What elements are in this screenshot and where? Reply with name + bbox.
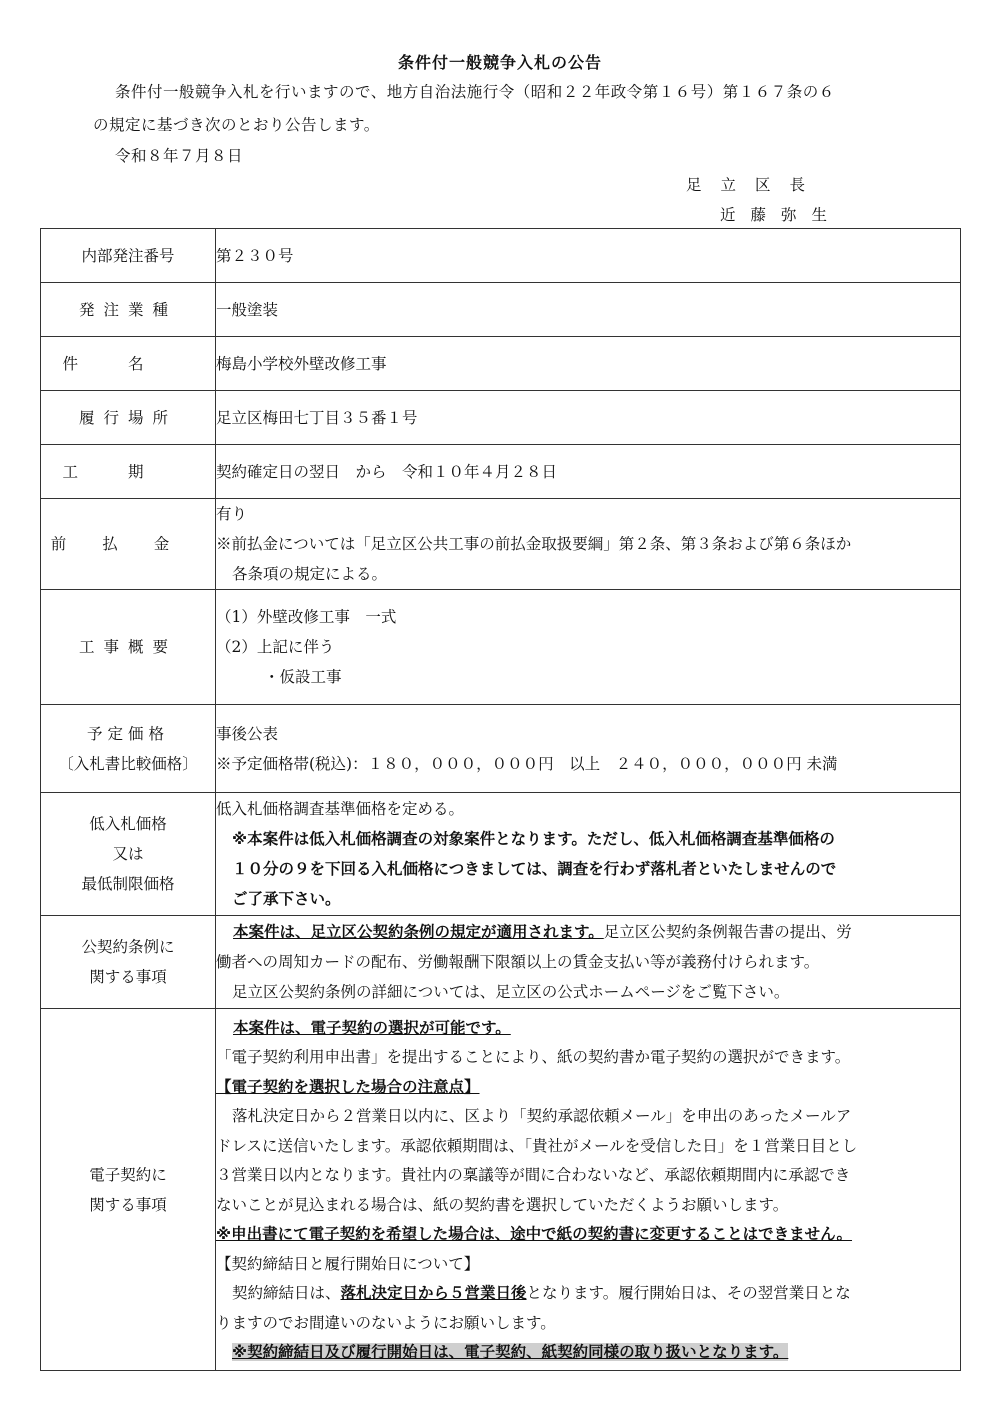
row-order-number <box>41 229 961 283</box>
price-line-1: 事後公表 <box>216 724 279 743</box>
label-business-type: 発注業種 <box>41 283 216 337</box>
value-advance <box>216 499 961 590</box>
e-contract-line-8 <box>216 1220 960 1250</box>
e-contract-warning: ※申出書にて電子契約を希望した場合は、途中で紙の契約書に変更することはできません。 <box>216 1225 853 1243</box>
public-contract-bold: 本案件は、足立区公契約条例の規定が適用されます。 <box>233 923 604 941</box>
e-contract-final-note: ※契約締結日及び履行開始日は、電子契約、紙契約同様の取り扱いとなります。 <box>232 1343 789 1361</box>
row-advance <box>41 499 961 590</box>
e-contract-line-11: りますのでお間違いのないようにお願いします。 <box>216 1313 556 1332</box>
low-bid-line-3: １０分の９を下回る入札価格につきましては、調査を行わず落札者といたしませんので <box>232 860 837 878</box>
e-contract-line-1 <box>216 1014 960 1044</box>
row-period <box>41 445 961 499</box>
row-public-contract <box>41 916 961 1009</box>
public-contract-line-3: 足立区公契約条例の詳細については、足立区の公式ホームページをご覧下さい。 <box>232 983 790 1001</box>
overview-item-3: ・仮設工事 <box>264 668 342 686</box>
e-contract-line-12 <box>216 1338 960 1368</box>
label-e-contract-1: 電子契約に <box>89 1165 167 1184</box>
issuer-name: 近藤弥生 <box>720 206 843 224</box>
label-price-2: 〔入札書比較価格〕 <box>58 754 198 773</box>
overview-item-1: （1）外壁改修工事 一式 <box>216 608 397 626</box>
e-contract-line-10-c: となります。履行開始日は、その翌営業日とな <box>526 1284 851 1302</box>
row-business-type <box>41 283 961 337</box>
value-e-contract <box>216 1009 961 1371</box>
label-e-contract <box>41 1009 216 1371</box>
e-contract-line-2: 「電子契約利用申出書」を提出することにより、紙の契約書か電子契約の選択ができます。 <box>216 1048 851 1066</box>
label-low-bid-2: 又は <box>112 845 144 863</box>
row-e-contract <box>41 1009 961 1371</box>
document-title: 条件付一般競争入札の公告 <box>397 53 602 72</box>
e-contract-line-5: ドレスに送信いたします。承認依頼期間は、「貴社がメールを受信した日」を１営業日目とし <box>216 1136 858 1155</box>
label-period: 工期 <box>41 445 216 499</box>
e-contract-line-7: ないことが見込まれる場合は、紙の契約書を選択していただくようお願いします。 <box>216 1195 789 1214</box>
e-contract-line-9: 【契約締結日と履行開始日について】 <box>216 1254 480 1273</box>
label-e-contract-2: 関する事項 <box>89 1195 167 1214</box>
value-overview <box>216 590 961 705</box>
advance-line-1: 有り <box>216 505 248 523</box>
e-contract-line-10-b: 落札決定日から５営業日後 <box>340 1284 527 1302</box>
intro-line-2: の規定に基づき次のとおり公告します。 <box>93 116 380 134</box>
label-subject: 件名 <box>41 337 216 391</box>
value-subject: 梅島小学校外壁改修工事 <box>216 337 961 391</box>
low-bid-line-1: 低入札価格調査基準価格を定める。 <box>216 800 465 818</box>
value-location: 足立区梅田七丁目３５番１号 <box>216 391 961 445</box>
e-contract-caution-heading: 【電子契約を選択した場合の注意点】 <box>216 1077 480 1096</box>
label-low-bid-3: 最低制限価格 <box>81 875 175 893</box>
label-order-number: 内部発注番号 <box>41 229 216 283</box>
label-price-1: 予定価格 <box>86 724 169 743</box>
public-contract-line-1 <box>216 917 960 947</box>
label-low-bid-1: 低入札価格 <box>89 815 167 833</box>
row-price <box>41 705 961 793</box>
e-contract-heading: 本案件は、電子契約の選択が可能です。 <box>233 1018 511 1037</box>
label-public-contract-1: 公契約条例に <box>81 938 175 956</box>
row-subject <box>41 337 961 391</box>
advance-line-2: ※前払金については「足立区公共工事の前払金取扱要綱」第２条、第３条および第６条ほか <box>216 535 852 553</box>
low-bid-line-2: ※本案件は低入札価格調査の対象案件となります。ただし、低入札価格調査基準価格の <box>232 830 835 848</box>
value-low-bid <box>216 793 961 916</box>
e-contract-line-4: 落札決定日から２営業日以内に、区より「契約承認依頼メール」を申出のあったメールア <box>232 1107 852 1125</box>
overview-item-2: （2）上記に伴う <box>216 638 335 656</box>
announcement-date: 令和８年７月８日 <box>115 147 244 165</box>
e-contract-line-3 <box>216 1073 960 1103</box>
label-advance: 前払金 <box>41 499 216 590</box>
low-bid-line-4: ご了承下さい。 <box>232 890 341 908</box>
public-contract-line-2: 働者への周知カードの配布、労働報酬下限額以上の賃金支払い等が義務付けられます。 <box>216 953 820 971</box>
value-order-number: 第２３０号 <box>216 229 961 283</box>
label-price <box>41 705 216 793</box>
intro-line-1: 条件付一般競争入札を行いますので、地方自治法施行令（昭和２２年政令第１６号）第１６７条の６ <box>115 83 835 101</box>
label-public-contract <box>41 916 216 1009</box>
value-period: 契約確定日の翌日 から 令和１０年４月２８日 <box>216 445 961 499</box>
label-location: 履行場所 <box>41 391 216 445</box>
notice-table <box>40 228 961 1371</box>
e-contract-line-6: ３営業日以内となります。貴社内の稟議等が間に合わないなど、承認依頼期間内に承認でき <box>216 1166 851 1184</box>
row-overview <box>41 590 961 705</box>
label-overview: 工事概要 <box>41 590 216 705</box>
value-business-type: 一般塗装 <box>216 283 961 337</box>
label-low-bid <box>41 793 216 916</box>
row-low-bid <box>41 793 961 916</box>
public-contract-rest: 足立区公契約条例報告書の提出、労 <box>603 923 852 941</box>
value-price <box>216 705 961 793</box>
value-public-contract <box>216 916 961 1009</box>
price-line-2: ※予定価格帯(税込)：１８０，０００，０００円 以上 ２４０，０００，０００円 未満 <box>216 754 838 773</box>
issuer-title: 足立区長 <box>686 176 825 194</box>
row-location <box>41 391 961 445</box>
e-contract-line-10 <box>216 1279 960 1309</box>
e-contract-line-10-a: 契約締結日は、 <box>232 1284 341 1302</box>
label-public-contract-2: 関する事項 <box>89 968 167 986</box>
advance-line-3: 各条項の規定による。 <box>232 565 388 583</box>
